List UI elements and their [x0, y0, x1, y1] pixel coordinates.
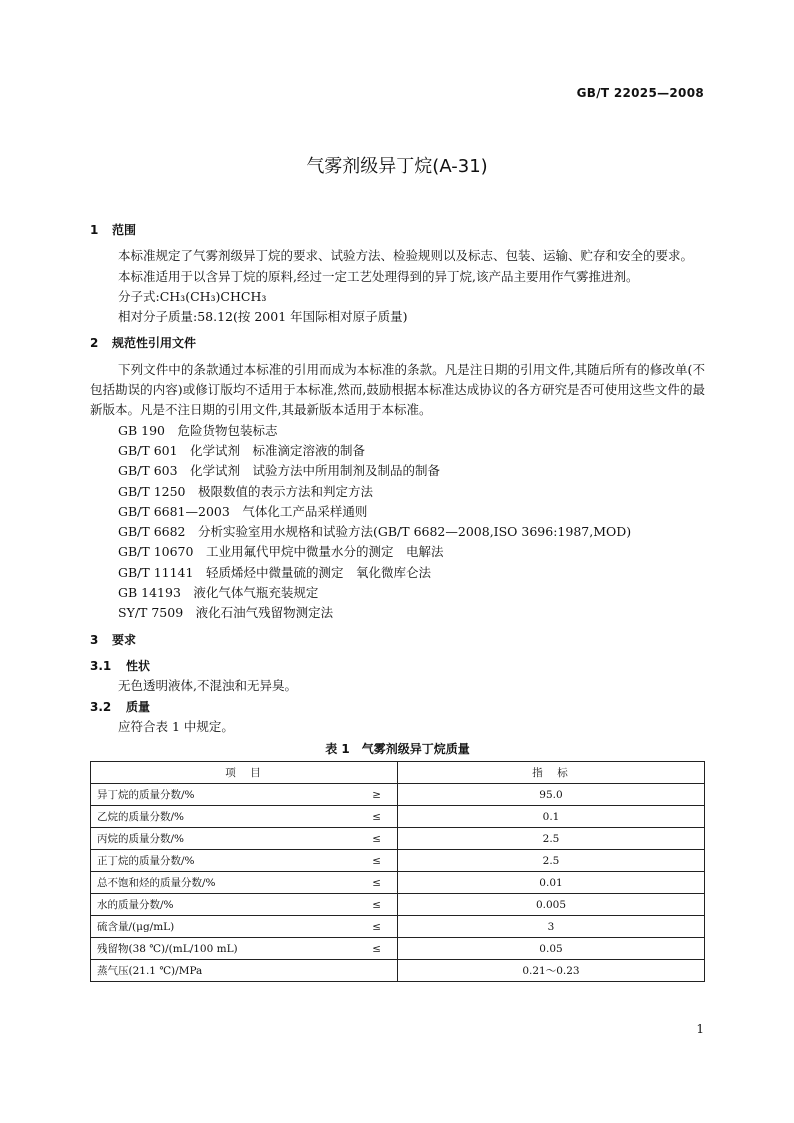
- column-header-item: 项 目: [91, 762, 398, 784]
- quality-text: 应符合表 1 中规定。: [118, 718, 234, 734]
- molecular-formula: 分子式:CH₃(CH₃)CHCH₃: [118, 288, 267, 304]
- scope-paragraph-2: 本标准适用于以含异丁烷的原料,经过一定工艺处理得到的异丁烷,该产品主要用作气雾推进剂。: [118, 268, 639, 284]
- reference-item: SY/T 7509 液化石油气残留物测定法: [118, 605, 334, 621]
- molecular-mass: 相对分子质量:58.12(按 2001 年国际相对原子质量): [118, 309, 408, 325]
- section-number: 2: [90, 336, 99, 351]
- reference-item: GB/T 1250 极限数值的表示方法和判定方法: [118, 483, 374, 499]
- scope-paragraph-1: 本标准规定了气雾剂级异丁烷的要求、试验方法、检验规则以及标志、包装、运输、贮存和安全的要求。: [118, 248, 694, 264]
- standard-code: GB/T 22025—2008: [576, 86, 704, 100]
- section-title: 范围: [112, 223, 137, 237]
- reference-item: GB/T 11141 轻质烯烃中微量硫的测定 氧化微库仑法: [118, 564, 431, 580]
- table-header-row: [91, 762, 705, 784]
- reference-item: GB 190 危险货物包装标志: [118, 422, 278, 438]
- quality-table: [90, 761, 705, 982]
- references-intro: 下列文件中的条款通过本标准的引用而成为本标准的条款。凡是注日期的引用文件,其随后所有的修改单(不包括勘误的内容)或修订版均不适用于本标准,然而,鼓励根据本标准达成协议的各方研究是否可使用这些文件的最新版本。凡是不注日期的引用文件,其最新版本适用于本标准。: [90, 361, 705, 418]
- reference-item: GB 14193 液化气体气瓶充装规定: [118, 585, 319, 601]
- table-row: 异丁烷的质量分数/% ≥ 95.0: [91, 784, 705, 806]
- section-3-heading: [90, 630, 705, 650]
- subsection-3-1-heading: 3.1 性状: [90, 658, 151, 673]
- section-title: 要求: [112, 632, 137, 647]
- table-row: 正丁烷的质量分数/% ≤ 2.5: [91, 850, 705, 872]
- table-row: 残留物(38 ℃)/(mL/100 mL) ≤ 0.05: [91, 938, 705, 960]
- appearance-text: 无色透明液体,不混浊和无异臭。: [118, 678, 297, 694]
- table-caption: 表 1 气雾剂级异丁烷质量: [325, 742, 470, 757]
- table-row: 蒸气压(21.1 ℃)/MPa 0.21～0.23: [91, 960, 705, 982]
- subsection-3-2-heading: 3.2 质量: [90, 699, 151, 714]
- reference-item: GB/T 6682 分析实验室用水规格和试验方法(GB/T 6682—2008,ISO 3696:1987,MOD): [118, 524, 632, 540]
- table-row: 总不饱和烃的质量分数/% ≤ 0.01: [91, 872, 705, 894]
- section-title: 规范性引用文件: [112, 336, 197, 351]
- column-header-index: 指 标: [398, 762, 705, 784]
- section-number: 1: [90, 223, 99, 237]
- reference-item: GB/T 10670 工业用氟代甲烷中微量水分的测定 电解法: [118, 544, 444, 560]
- section-number: 3: [90, 632, 99, 647]
- reference-item: GB/T 603 化学试剂 试验方法中所用制剂及制品的制备: [118, 463, 441, 479]
- section-2-heading: [90, 333, 705, 353]
- reference-item: GB/T 601 化学试剂 标准滴定溶液的制备: [118, 442, 366, 458]
- page-number: 1: [696, 1022, 704, 1036]
- table-row: 水的质量分数/% ≤ 0.005: [91, 894, 705, 916]
- reference-list: [90, 421, 705, 624]
- table-row: 丙烷的质量分数/% ≤ 2.5: [91, 828, 705, 850]
- table-row: 硫含量/(μg/mL) ≤ 3: [91, 916, 705, 938]
- table-row: 乙烷的质量分数/% ≤ 0.1: [91, 806, 705, 828]
- document-body: [90, 220, 705, 982]
- section-1-heading: [90, 220, 705, 240]
- document-title: 气雾剂级异丁烷(A-31): [306, 156, 488, 177]
- reference-item: GB/T 6681—2003 气体化工产品采样通则: [118, 503, 368, 519]
